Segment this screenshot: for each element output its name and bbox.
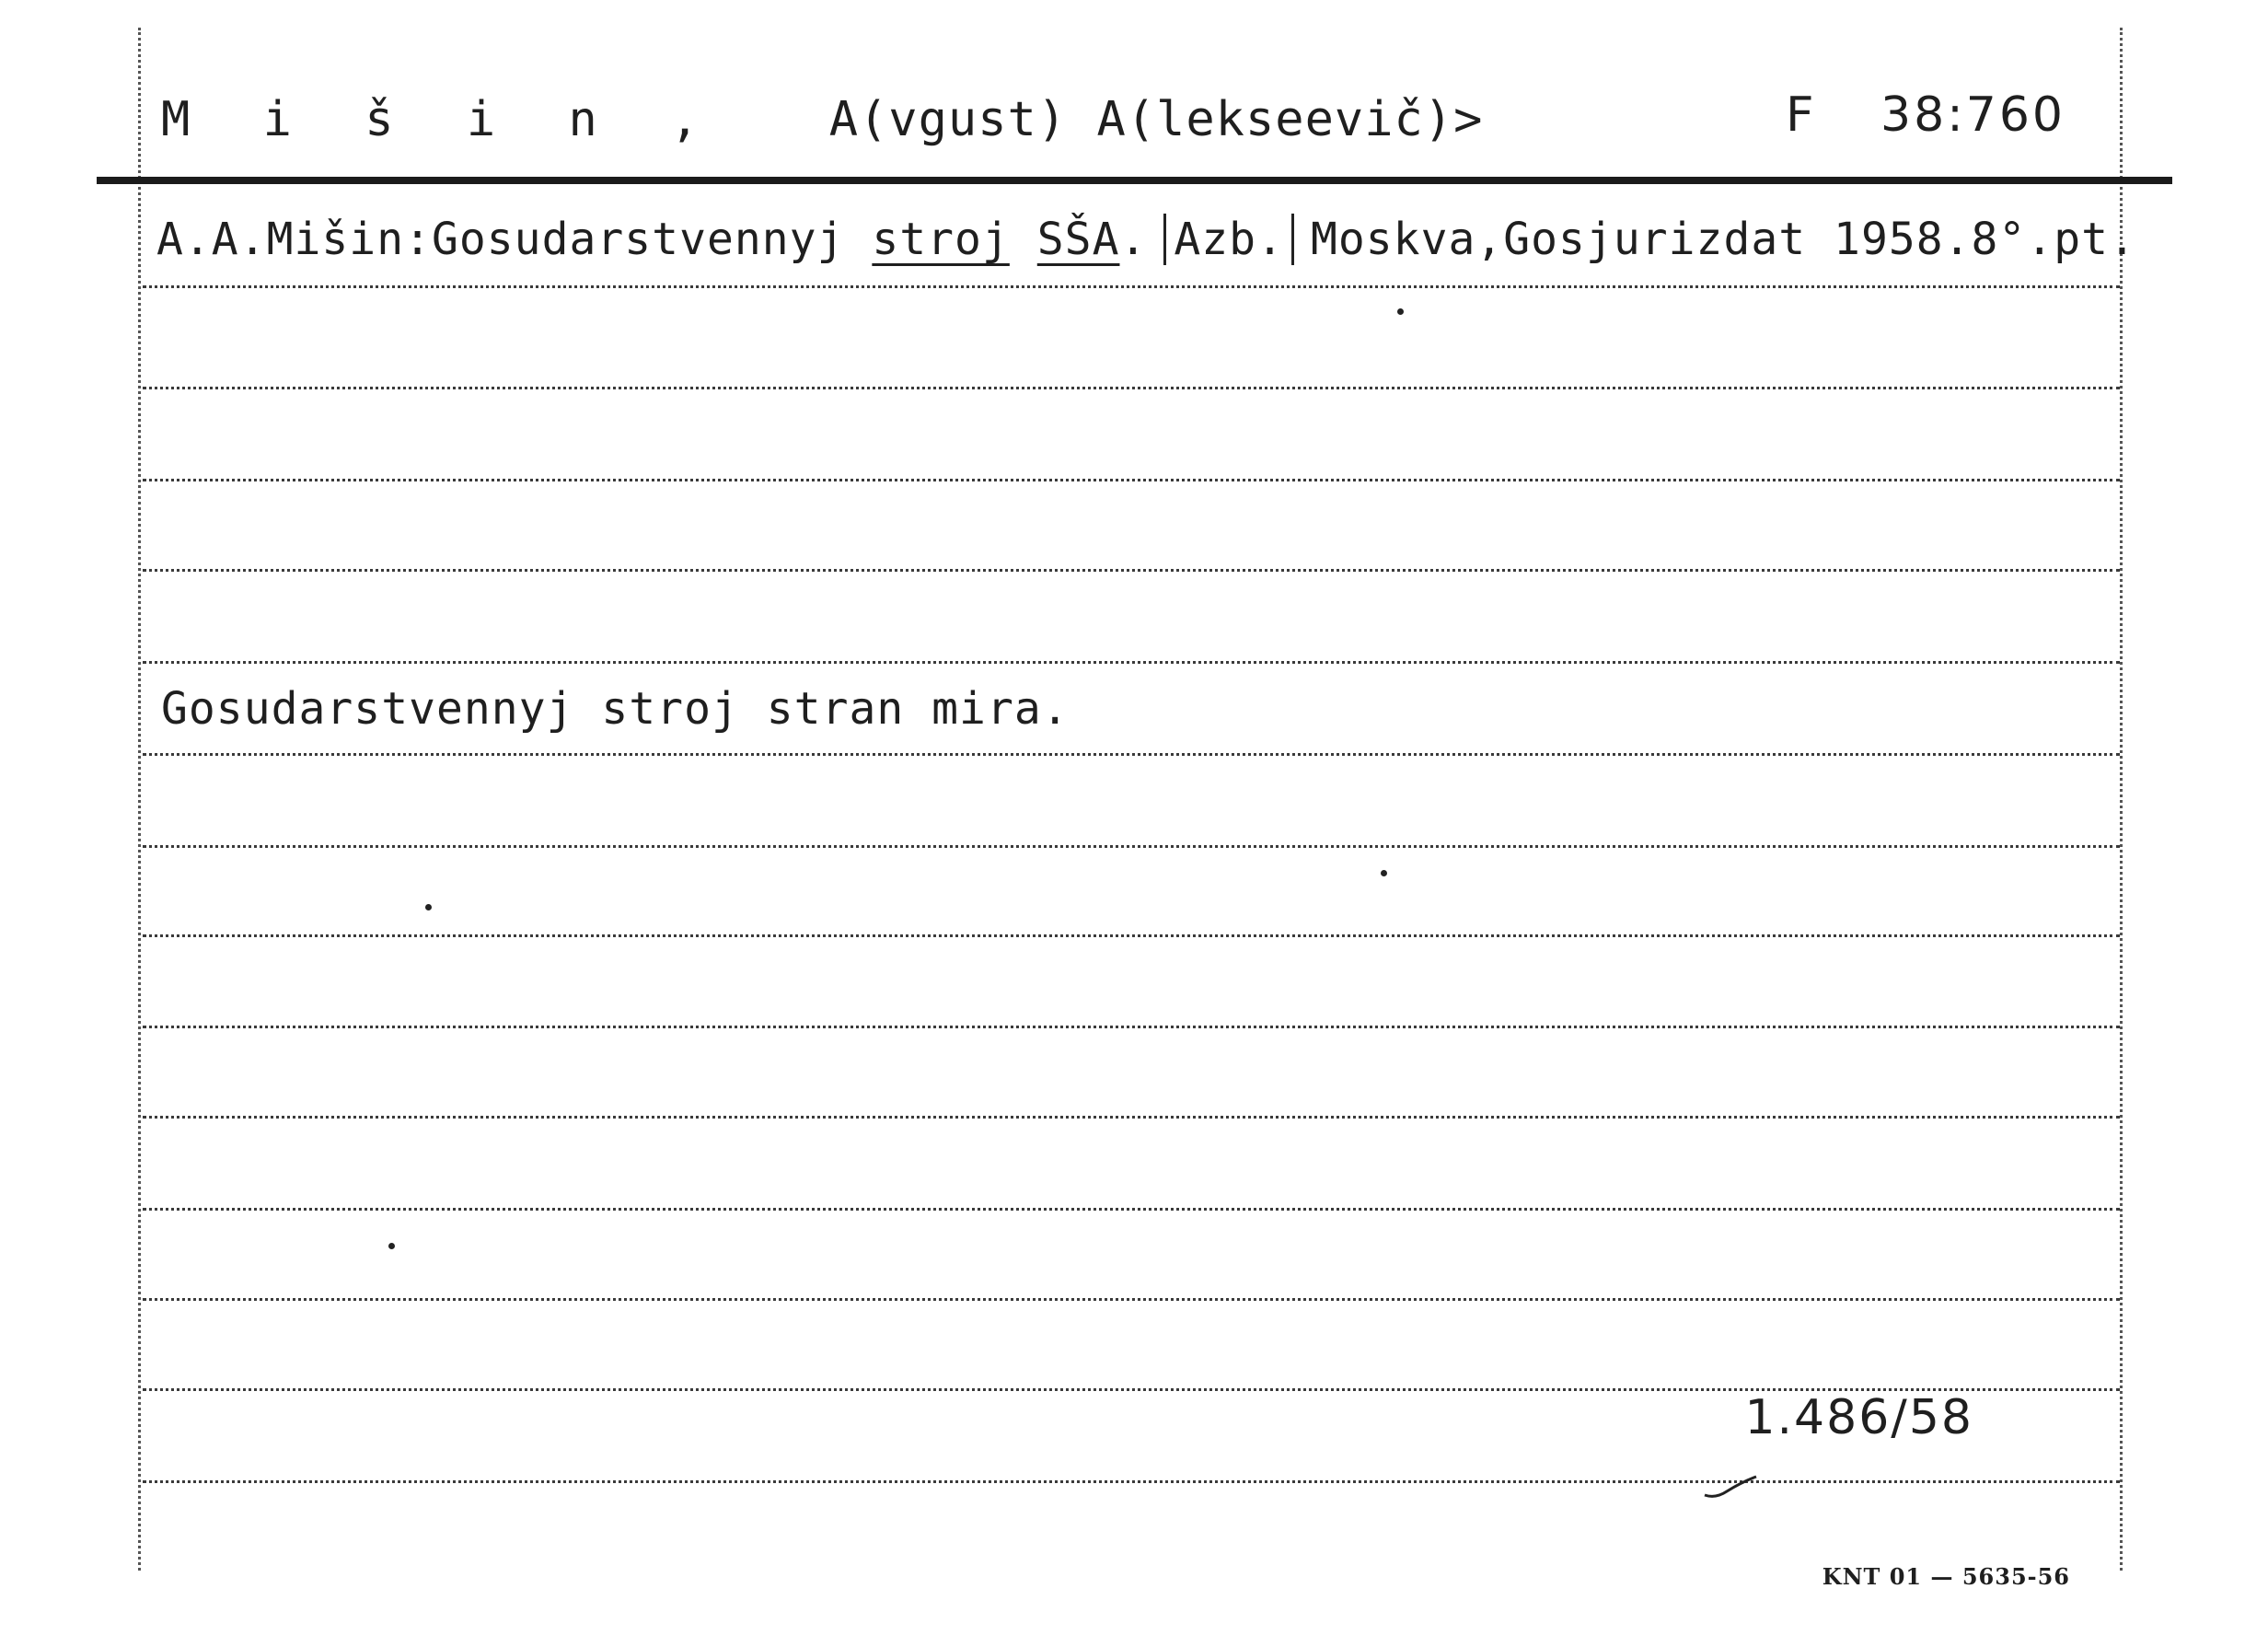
ruled-line <box>143 1116 2120 1119</box>
ruled-line <box>143 1208 2120 1211</box>
ruled-line <box>143 479 2120 481</box>
citation-title-start: Gosudarstvennyj <box>431 214 873 265</box>
ruled-line <box>143 285 2120 288</box>
call-number-prefix: F <box>1785 87 1817 143</box>
ink-speck <box>1397 308 1404 315</box>
check-mark-icon <box>1703 1473 1758 1501</box>
author-given-names: A(vgust) A(lekseevič)> <box>828 92 1484 147</box>
card-form-code: KNT 01 — 5635-56 <box>1822 1563 2070 1590</box>
ink-speck <box>425 904 432 910</box>
bibliographic-citation <box>156 214 2136 265</box>
ruled-line <box>143 1480 2120 1483</box>
citation-title-abbreviation: SŠA <box>1036 214 1120 265</box>
ruled-line <box>143 934 2120 937</box>
citation-title-end: . <box>1119 214 1148 265</box>
ruled-line <box>143 569 2120 572</box>
ruled-line <box>143 845 2120 848</box>
ink-speck <box>1381 870 1387 876</box>
author-heading <box>161 92 1483 147</box>
accession-number: 1.486/58 <box>1744 1390 1973 1445</box>
citation-title-underlined-word: stroj <box>872 214 1010 265</box>
citation-bracket-note: Azb. <box>1163 214 1294 265</box>
ruled-line <box>143 1026 2120 1028</box>
heading-rule <box>97 177 2172 184</box>
ruled-line <box>143 1298 2120 1301</box>
call-number-value: 38:760 <box>1880 87 2066 143</box>
series-note: Gosudarstvennyj stroj stran mira. <box>161 683 1070 735</box>
ruled-line <box>143 753 2120 756</box>
ink-speck <box>388 1243 395 1249</box>
author-surname: M i š i n , <box>161 92 722 147</box>
citation-title-space <box>1010 214 1037 265</box>
left-margin-line <box>138 28 141 1571</box>
ruled-line <box>143 387 2120 389</box>
call-number <box>1785 87 2066 143</box>
citation-imprint: Moskva,Gosjurizdat 1958.8°.pt. <box>1310 214 2136 265</box>
ruled-line <box>143 661 2120 664</box>
citation-author: A.A.Mišin: <box>156 214 432 265</box>
